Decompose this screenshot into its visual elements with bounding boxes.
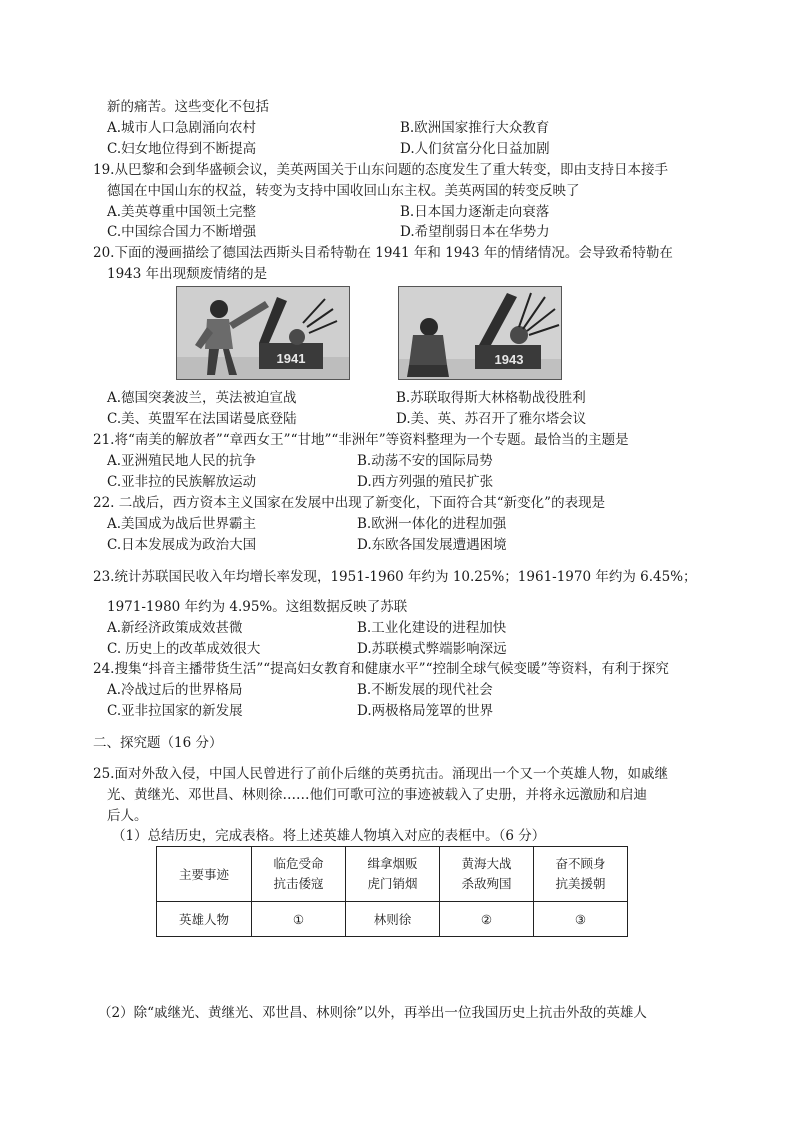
q18-option-b: B.欧洲国家推行大众教育 <box>400 120 550 136</box>
q23-option-b: B.工业化建设的进程加快 <box>357 620 507 636</box>
q20-option-b: B.苏联取得斯大林格勒战役胜利 <box>396 390 586 406</box>
q25-sub2: （2）除“戚继光、黄继光、邓世昌、林则徐”以外，再举出一位我国历史上抗击外敌的英雄人 <box>98 1005 647 1021</box>
q18-option-d: D.人们贫富分化日益加剧 <box>400 141 550 157</box>
q23-option-c: C. 历史上的改革成效很大 <box>107 641 261 657</box>
deed-line1: 黄海大战 <box>461 856 512 871</box>
table-header-cell: 英雄人物 <box>157 902 252 937</box>
q23-stem-line2: 1971-1980 年约为 4.95%。这组数据反映了苏联 <box>107 599 408 615</box>
table-cell <box>252 847 346 902</box>
q24-option-d: D.两极格局笼罩的世界 <box>357 703 494 719</box>
q20-option-c: C.美、英盟军在法国诺曼底登陆 <box>107 411 297 427</box>
hero-cell: ③ <box>534 902 628 937</box>
q20-stem-line1: 20.下面的漫画描绘了德国法西斯头目希特勒在 1941 年和 1943 年的情绪情况。会导致希特勒在 <box>93 245 673 261</box>
q25-stem-line2: 光、黄继光、邓世昌、林则徐……他们可歌可泣的事迹被载入了史册，并将永远激励和启迪 <box>107 787 647 803</box>
q25-stem-line1: 25.面对外敌入侵，中国人民曾进行了前仆后继的英勇抗击。涌现出一个又一个英雄人物，如戚继 <box>93 766 668 782</box>
q20-option-a: A.德国突袭波兰，英法被迫宣战 <box>107 390 297 406</box>
table-header-cell: 主要事迹 <box>157 847 252 902</box>
deed-line2: 抗美援朝 <box>555 876 606 891</box>
q20-stem-line2: 1943 年出现颓废情绪的是 <box>107 266 268 282</box>
q18-stem-tail: 新的痛苦。这些变化不包括 <box>107 99 269 115</box>
q25-stem-line3: 后人。 <box>107 808 148 824</box>
deed-line1: 临危受命 <box>273 856 324 871</box>
table-cell <box>534 847 628 902</box>
q19-stem-line1: 19.从巴黎和会到华盛顿会议，美英两国关于山东问题的态度发生了重大转变，即由支持日本接手 <box>93 162 668 178</box>
q20-option-d: D.美、英、苏召开了雅尔塔会议 <box>396 411 587 427</box>
table-row <box>157 902 628 937</box>
q24-stem: 24.搜集“抖音主播带货生活”“提高妇女教育和健康水平”“控制全球气候变暖”等资料，有利于探究 <box>93 661 669 677</box>
q24-option-c: C.亚非拉国家的新发展 <box>107 703 243 719</box>
q22-stem: 22. 二战后，西方资本主义国家在发展中出现了新变化，下面符合其“新变化”的表现是 <box>93 495 606 511</box>
q22-option-d: D.东欧各国发展遭遇困境 <box>357 537 507 553</box>
q24-option-b: B.不断发展的现代社会 <box>357 682 493 698</box>
deed-line1: 奋不顾身 <box>555 856 606 871</box>
q23-option-d: D.苏联模式弊端影响深远 <box>357 641 507 657</box>
hero-table <box>156 846 628 937</box>
q19-option-a: A.美英尊重中国领土完整 <box>107 204 257 220</box>
q21-option-c: C.亚非拉的民族解放运动 <box>107 474 257 490</box>
cartoon-1943-year-label: 1943 <box>494 352 524 367</box>
cartoon-1943-image <box>398 286 562 380</box>
hero-cell: 林则徐 <box>346 902 440 937</box>
table-cell <box>346 847 440 902</box>
table-row <box>157 847 628 902</box>
section-2-title: 二、探究题（16 分） <box>93 735 223 751</box>
deed-line2: 杀敌殉国 <box>461 876 512 891</box>
table-cell <box>440 847 534 902</box>
q22-option-b: B.欧洲一体化的进程加强 <box>357 516 507 532</box>
q18-option-c: C.妇女地位得到不断提高 <box>107 141 257 157</box>
q21-option-d: D.西方列强的殖民扩张 <box>357 474 494 490</box>
deed-line1: 缉拿烟贩 <box>367 856 418 871</box>
q23-option-a: A.新经济政策成效甚微 <box>107 620 243 636</box>
cartoon-1941-year-label: 1941 <box>276 351 306 366</box>
hero-cell: ① <box>252 902 346 937</box>
q21-option-b: B.动荡不安的国际局势 <box>357 453 493 469</box>
q24-option-a: A.冷战过后的世界格局 <box>107 682 243 698</box>
q19-stem-line2: 德国在中国山东的权益，转变为支持中国收回山东主权。美英两国的转变反映了 <box>107 183 580 199</box>
q19-option-b: B.日本国力逐渐走向衰落 <box>400 204 550 220</box>
cartoon-1941-image <box>176 286 350 380</box>
q22-option-c: C.日本发展成为政治大国 <box>107 537 257 553</box>
q21-stem: 21.将“南美的解放者”“章西女王”“甘地”“非洲年”等资料整理为一个专题。最恰当的主题是 <box>93 432 629 448</box>
q22-option-a: A.美国成为战后世界霸主 <box>107 516 257 532</box>
q18-option-a: A.城市人口急剧涌向农村 <box>107 120 257 136</box>
q25-sub1: （1）总结历史，完成表格。将上述英雄人物填入对应的表框中。（6 分） <box>112 828 546 844</box>
q19-option-c: C.中国综合国力不断增强 <box>107 224 257 240</box>
hero-cell: ② <box>440 902 534 937</box>
q19-option-d: D.希望削弱日本在华势力 <box>400 224 550 240</box>
q23-stem-line1: 23.统计苏联国民收入年均增长率发现，1951-1960 年约为 10.25%；1961-1970 年约为 6.45%； <box>93 569 697 585</box>
deed-line2: 虎门销烟 <box>367 876 418 891</box>
q21-option-a: A.亚洲殖民地人民的抗争 <box>107 453 257 469</box>
deed-line2: 抗击倭寇 <box>273 876 324 891</box>
